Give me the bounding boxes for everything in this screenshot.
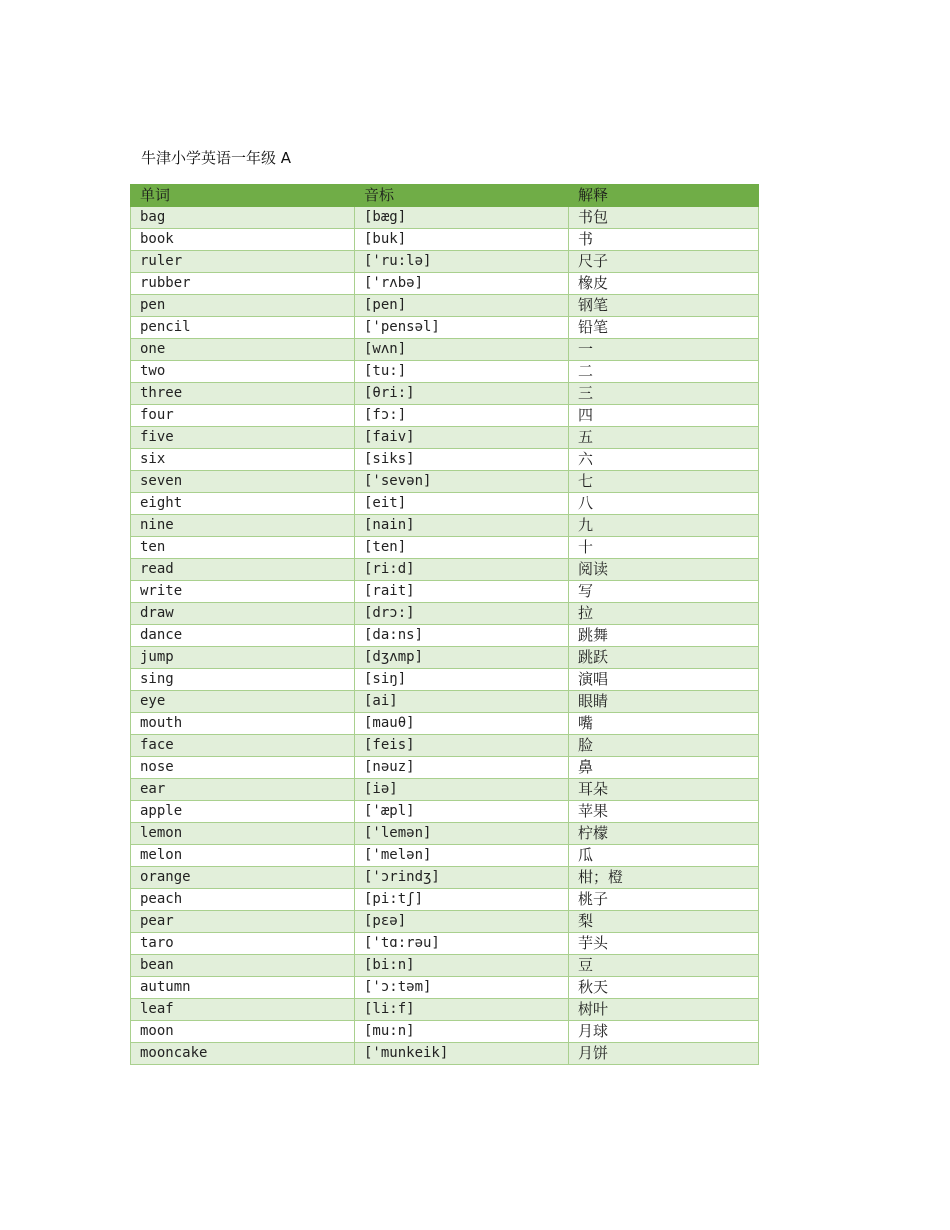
phonetic-cell: [θri:]	[355, 383, 569, 405]
table-row	[131, 515, 759, 537]
word-cell: ear	[131, 779, 355, 801]
phonetic-cell: ['lemən]	[355, 823, 569, 845]
meaning-cell: 六	[569, 449, 759, 471]
table-row	[131, 317, 759, 339]
word-cell: apple	[131, 801, 355, 823]
word-cell: orange	[131, 867, 355, 889]
word-cell: taro	[131, 933, 355, 955]
word-cell: ruler	[131, 251, 355, 273]
word-cell: three	[131, 383, 355, 405]
table-row	[131, 251, 759, 273]
meaning-cell: 苹果	[569, 801, 759, 823]
phonetic-cell: ['pensəl]	[355, 317, 569, 339]
word-cell: nine	[131, 515, 355, 537]
phonetic-cell: [pen]	[355, 295, 569, 317]
table-row	[131, 493, 759, 515]
table-row	[131, 603, 759, 625]
word-cell: lemon	[131, 823, 355, 845]
phonetic-cell: ['ɔ:təm]	[355, 977, 569, 999]
phonetic-cell: ['æpl]	[355, 801, 569, 823]
phonetic-cell: [iə]	[355, 779, 569, 801]
word-cell: eye	[131, 691, 355, 713]
word-cell: sing	[131, 669, 355, 691]
word-cell: two	[131, 361, 355, 383]
table-row	[131, 955, 759, 977]
meaning-cell: 书包	[569, 207, 759, 229]
header-meaning: 解释	[569, 185, 759, 207]
word-cell: mooncake	[131, 1043, 355, 1065]
table-row	[131, 339, 759, 361]
table-row	[131, 823, 759, 845]
meaning-cell: 跳跃	[569, 647, 759, 669]
phonetic-cell: [tu:]	[355, 361, 569, 383]
word-cell: pear	[131, 911, 355, 933]
table-row	[131, 1021, 759, 1043]
phonetic-cell: [dʒʌmp]	[355, 647, 569, 669]
word-cell: melon	[131, 845, 355, 867]
word-cell: eight	[131, 493, 355, 515]
header-word: 单词	[131, 185, 355, 207]
phonetic-cell: [ten]	[355, 537, 569, 559]
word-cell: mouth	[131, 713, 355, 735]
document-title: 牛津小学英语一年级 A	[141, 149, 292, 167]
table-row	[131, 537, 759, 559]
table-row	[131, 625, 759, 647]
meaning-cell: 芋头	[569, 933, 759, 955]
meaning-cell: 梨	[569, 911, 759, 933]
phonetic-cell: [ai]	[355, 691, 569, 713]
table-row	[131, 383, 759, 405]
meaning-cell: 柑；橙	[569, 867, 759, 889]
meaning-cell: 鼻	[569, 757, 759, 779]
meaning-cell: 九	[569, 515, 759, 537]
word-cell: jump	[131, 647, 355, 669]
meaning-cell: 跳舞	[569, 625, 759, 647]
meaning-cell: 拉	[569, 603, 759, 625]
phonetic-cell: [mu:n]	[355, 1021, 569, 1043]
phonetic-cell: [siŋ]	[355, 669, 569, 691]
word-cell: dance	[131, 625, 355, 647]
table-row	[131, 361, 759, 383]
phonetic-cell: ['tɑ:rəu]	[355, 933, 569, 955]
table-row	[131, 889, 759, 911]
meaning-cell: 秋天	[569, 977, 759, 999]
meaning-cell: 月球	[569, 1021, 759, 1043]
word-cell: face	[131, 735, 355, 757]
meaning-cell: 月饼	[569, 1043, 759, 1065]
meaning-cell: 尺子	[569, 251, 759, 273]
word-cell: moon	[131, 1021, 355, 1043]
meaning-cell: 十	[569, 537, 759, 559]
meaning-cell: 阅读	[569, 559, 759, 581]
phonetic-cell: [buk]	[355, 229, 569, 251]
table-row	[131, 911, 759, 933]
phonetic-cell: ['sevən]	[355, 471, 569, 493]
phonetic-cell: [nəuz]	[355, 757, 569, 779]
word-cell: six	[131, 449, 355, 471]
table-row	[131, 427, 759, 449]
phonetic-cell: ['rʌbə]	[355, 273, 569, 295]
table-row	[131, 713, 759, 735]
meaning-cell: 桃子	[569, 889, 759, 911]
meaning-cell: 演唱	[569, 669, 759, 691]
phonetic-cell: [da:ns]	[355, 625, 569, 647]
phonetic-cell: [eit]	[355, 493, 569, 515]
meaning-cell: 七	[569, 471, 759, 493]
table-row	[131, 1043, 759, 1065]
word-cell: seven	[131, 471, 355, 493]
table-header-row	[131, 185, 759, 207]
phonetic-cell: [siks]	[355, 449, 569, 471]
word-cell: autumn	[131, 977, 355, 999]
phonetic-cell: [li:f]	[355, 999, 569, 1021]
phonetic-cell: [rait]	[355, 581, 569, 603]
phonetic-cell: [bæg]	[355, 207, 569, 229]
meaning-cell: 瓜	[569, 845, 759, 867]
meaning-cell: 脸	[569, 735, 759, 757]
phonetic-cell: [feis]	[355, 735, 569, 757]
table-row	[131, 449, 759, 471]
meaning-cell: 橡皮	[569, 273, 759, 295]
table-body	[131, 207, 759, 1065]
table-row	[131, 405, 759, 427]
meaning-cell: 嘴	[569, 713, 759, 735]
table-row	[131, 471, 759, 493]
phonetic-cell: [mauθ]	[355, 713, 569, 735]
phonetic-cell: [ri:d]	[355, 559, 569, 581]
meaning-cell: 五	[569, 427, 759, 449]
table-row	[131, 757, 759, 779]
meaning-cell: 一	[569, 339, 759, 361]
phonetic-cell: [bi:n]	[355, 955, 569, 977]
word-cell: bean	[131, 955, 355, 977]
phonetic-cell: [pεə]	[355, 911, 569, 933]
meaning-cell: 二	[569, 361, 759, 383]
phonetic-cell: ['melən]	[355, 845, 569, 867]
meaning-cell: 三	[569, 383, 759, 405]
word-cell: four	[131, 405, 355, 427]
phonetic-cell: [nain]	[355, 515, 569, 537]
phonetic-cell: [drɔ:]	[355, 603, 569, 625]
phonetic-cell: ['ru:lə]	[355, 251, 569, 273]
phonetic-cell: ['munkeik]	[355, 1043, 569, 1065]
meaning-cell: 四	[569, 405, 759, 427]
phonetic-cell: [wʌn]	[355, 339, 569, 361]
meaning-cell: 铅笔	[569, 317, 759, 339]
word-cell: pencil	[131, 317, 355, 339]
phonetic-cell: [pi:tʃ]	[355, 889, 569, 911]
phonetic-cell: [fɔ:]	[355, 405, 569, 427]
word-cell: read	[131, 559, 355, 581]
meaning-cell: 豆	[569, 955, 759, 977]
table-row	[131, 933, 759, 955]
meaning-cell: 八	[569, 493, 759, 515]
table-row	[131, 669, 759, 691]
table-row	[131, 295, 759, 317]
word-cell: book	[131, 229, 355, 251]
meaning-cell: 眼睛	[569, 691, 759, 713]
table-row	[131, 801, 759, 823]
meaning-cell: 钢笔	[569, 295, 759, 317]
word-cell: write	[131, 581, 355, 603]
phonetic-cell: ['ɔrindʒ]	[355, 867, 569, 889]
word-cell: rubber	[131, 273, 355, 295]
table-row	[131, 779, 759, 801]
vocabulary-table	[130, 184, 759, 1065]
meaning-cell: 柠檬	[569, 823, 759, 845]
word-cell: peach	[131, 889, 355, 911]
word-cell: five	[131, 427, 355, 449]
table-row	[131, 581, 759, 603]
header-phonetic: 音标	[355, 185, 569, 207]
table-row	[131, 977, 759, 999]
word-cell: pen	[131, 295, 355, 317]
phonetic-cell: [faiv]	[355, 427, 569, 449]
table-row	[131, 867, 759, 889]
meaning-cell: 树叶	[569, 999, 759, 1021]
table-row	[131, 735, 759, 757]
word-cell: one	[131, 339, 355, 361]
meaning-cell: 书	[569, 229, 759, 251]
word-cell: nose	[131, 757, 355, 779]
table-row	[131, 999, 759, 1021]
table-row	[131, 691, 759, 713]
word-cell: ten	[131, 537, 355, 559]
table-row	[131, 229, 759, 251]
word-cell: bag	[131, 207, 355, 229]
word-cell: leaf	[131, 999, 355, 1021]
table-row	[131, 647, 759, 669]
table-row	[131, 207, 759, 229]
meaning-cell: 写	[569, 581, 759, 603]
table-row	[131, 559, 759, 581]
table-row	[131, 845, 759, 867]
table-row	[131, 273, 759, 295]
word-cell: draw	[131, 603, 355, 625]
meaning-cell: 耳朵	[569, 779, 759, 801]
